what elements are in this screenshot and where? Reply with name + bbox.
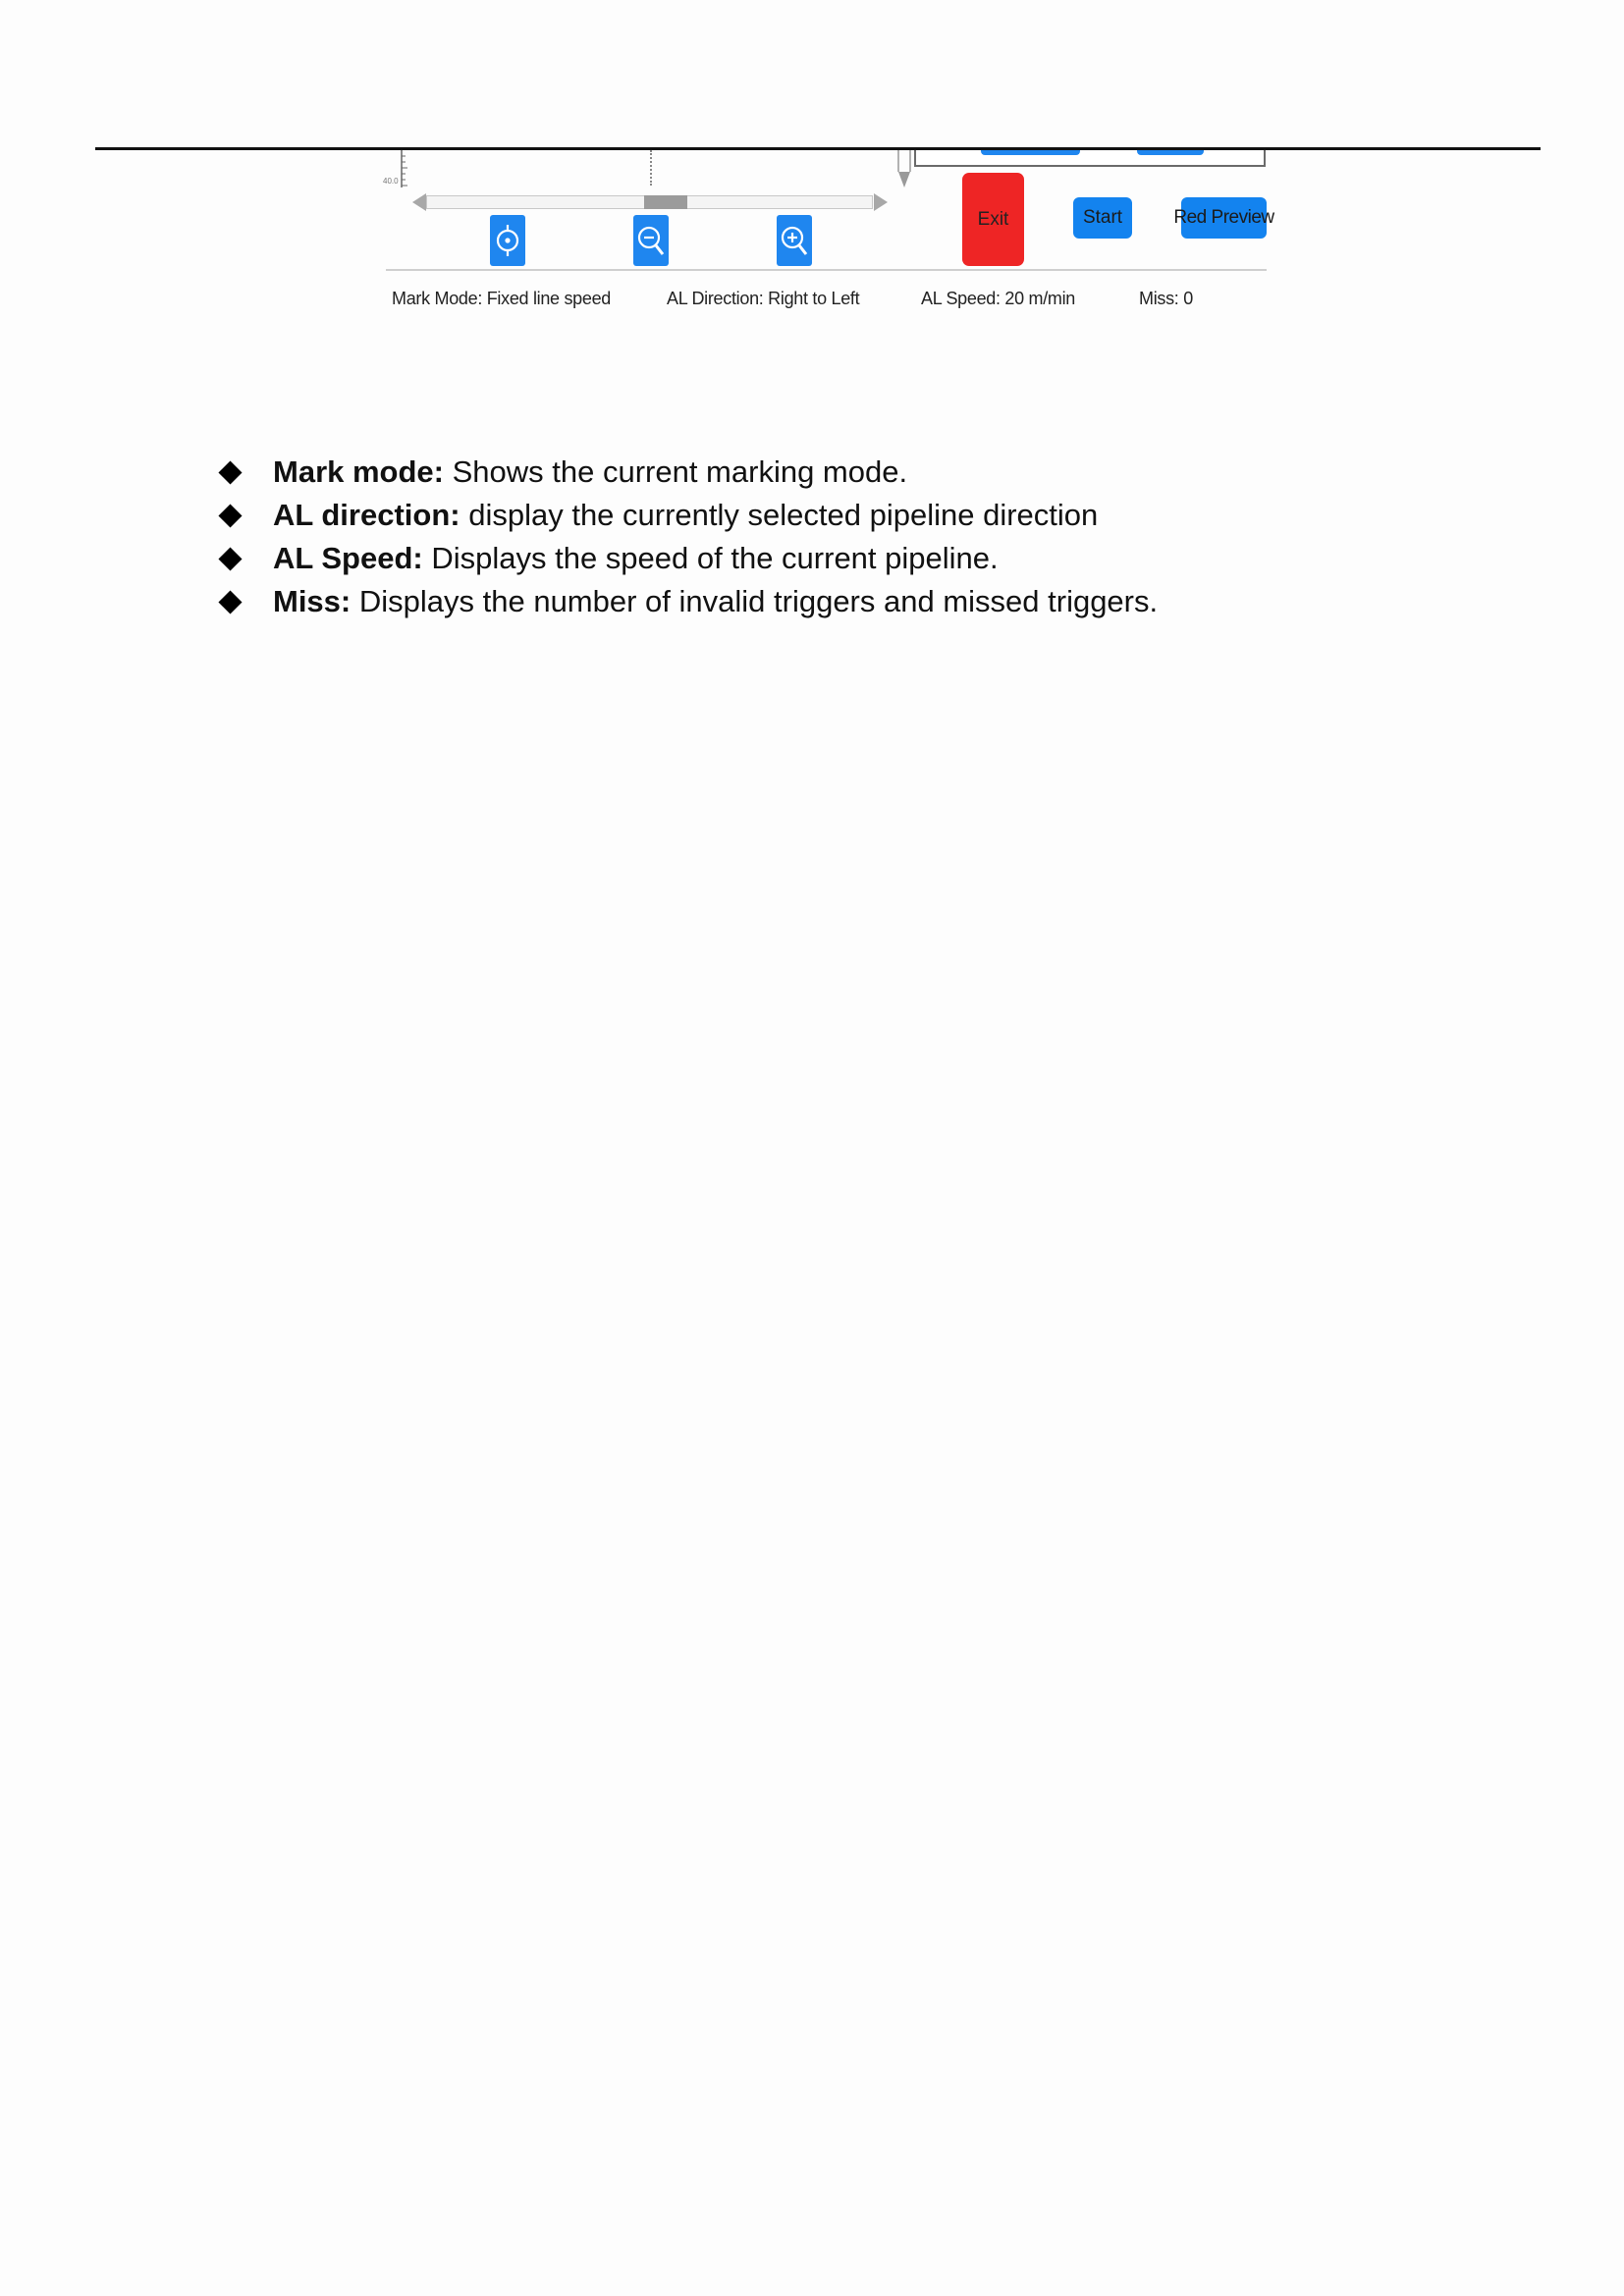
diamond-bullet-icon	[218, 547, 242, 570]
diamond-bullet-icon	[218, 590, 242, 614]
list-item	[216, 537, 1158, 580]
term: AL direction:	[273, 498, 460, 532]
diamond-bullet-icon	[218, 504, 242, 527]
target-icon	[493, 224, 522, 257]
exit-button[interactable]: Exit	[962, 173, 1024, 266]
definition: Shows the current marking mode.	[443, 454, 908, 489]
definition: display the currently selected pipeline direction	[460, 498, 1099, 532]
ui-screenshot	[383, 150, 1274, 327]
vertical-ruler	[401, 150, 408, 187]
mark-mode-status: Mark Mode: Fixed line speed	[392, 289, 612, 308]
list-item	[216, 451, 1158, 494]
definition-list	[216, 451, 1158, 623]
term: Miss:	[273, 584, 352, 618]
miss-status: Miss: 0	[1139, 289, 1193, 308]
diamond-bullet-icon	[218, 460, 242, 484]
zoom-out-button[interactable]	[633, 215, 669, 266]
canvas-center-guide	[650, 150, 652, 186]
pen-marker-icon	[896, 150, 912, 189]
term: Mark mode:	[273, 454, 444, 489]
list-item	[216, 494, 1158, 537]
red-preview-button[interactable]: Red Preview	[1181, 197, 1267, 239]
panel-button-left[interactable]	[981, 150, 1080, 155]
parameter-panel	[914, 150, 1266, 167]
center-view-button[interactable]	[490, 215, 525, 266]
zoom-in-button[interactable]	[777, 215, 812, 266]
status-separator	[386, 269, 1267, 271]
al-direction-status: AL Direction: Right to Left	[667, 289, 860, 308]
scroll-right-arrow-icon[interactable]	[874, 193, 888, 211]
definition: Displays the number of invalid triggers and missed triggers.	[351, 584, 1159, 618]
horizontal-scrollbar[interactable]	[399, 187, 893, 217]
panel-button-right[interactable]	[1137, 150, 1204, 155]
zoom-out-icon	[636, 224, 666, 257]
scroll-left-arrow-icon[interactable]	[412, 193, 426, 211]
zoom-in-icon	[780, 224, 809, 257]
start-button[interactable]: Start	[1073, 197, 1132, 239]
list-item	[216, 580, 1158, 623]
term: AL Speed:	[273, 541, 423, 575]
definition: Displays the speed of the current pipeline.	[422, 541, 999, 575]
al-speed-status: AL Speed: 20 m/min	[921, 289, 1076, 308]
ruler-value-label: 40.0	[383, 177, 399, 186]
scroll-thumb[interactable]	[644, 195, 687, 209]
